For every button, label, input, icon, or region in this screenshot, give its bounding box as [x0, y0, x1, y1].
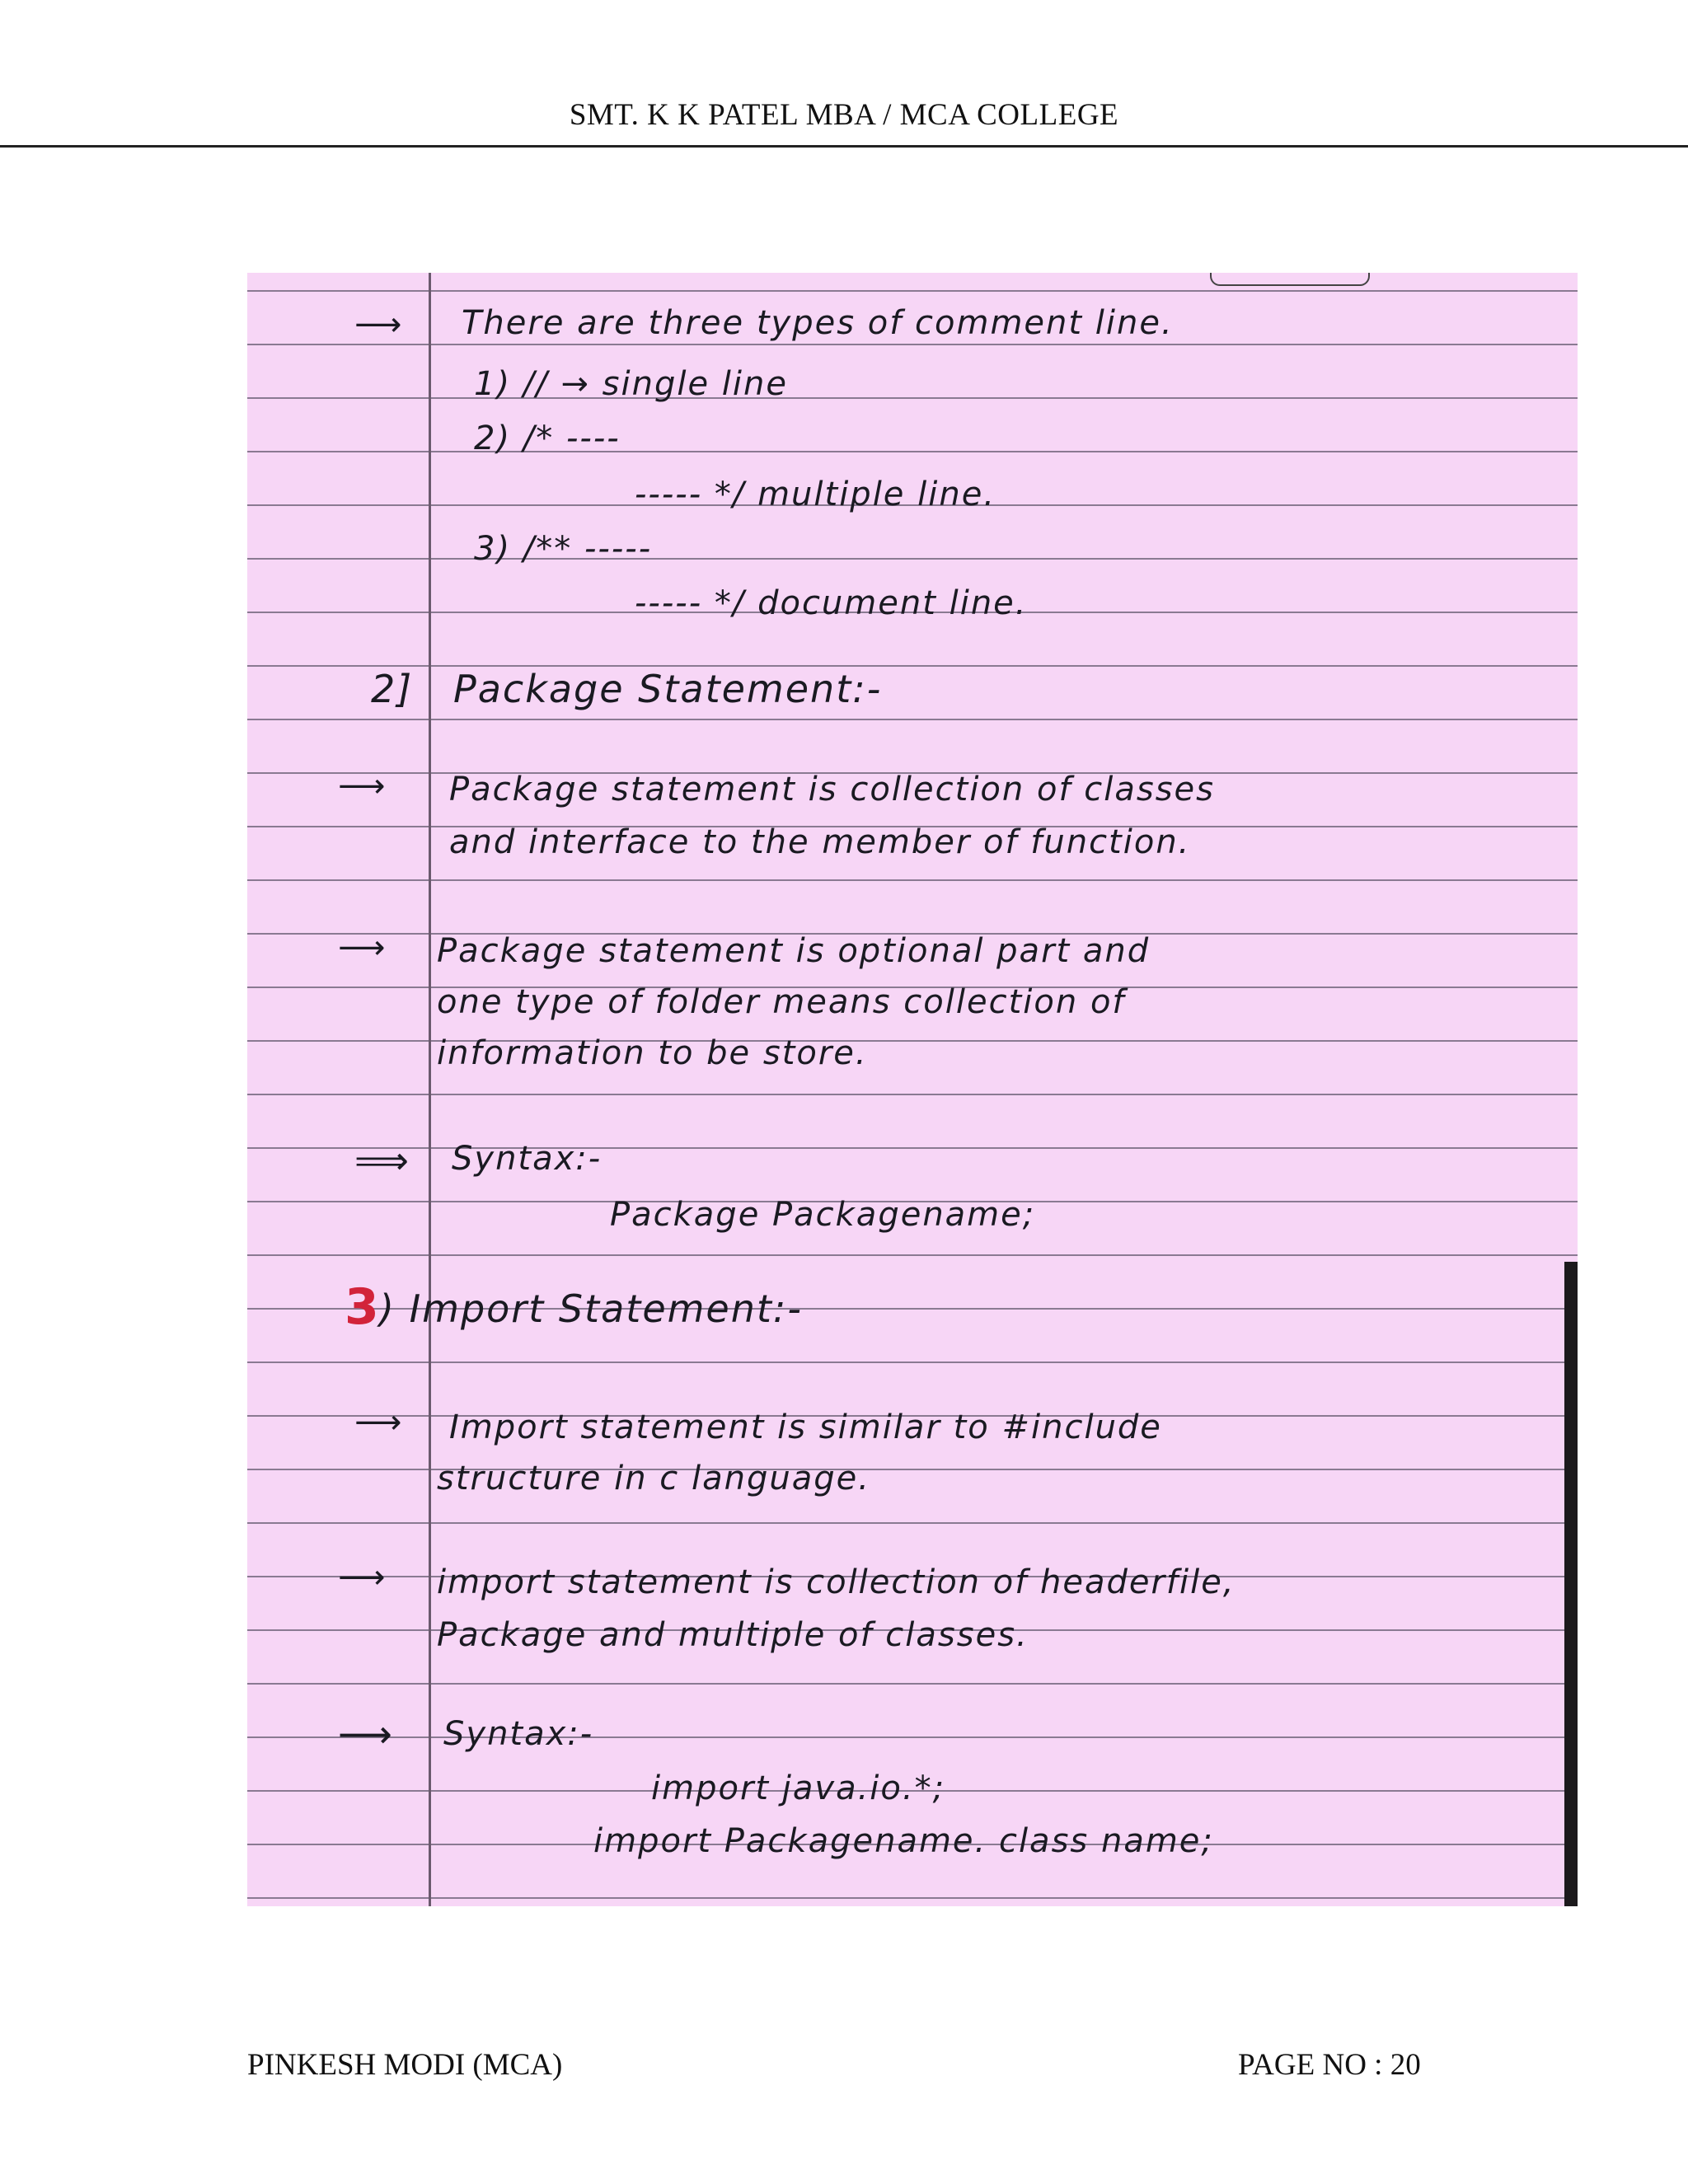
import-para-2-line-1: import statement is collection of headerfile,	[437, 1563, 1236, 1601]
import-para-1-line-1: Import statement is similar to #include	[449, 1408, 1162, 1446]
import-para-2-line-2: Package and multiple of classes.	[437, 1616, 1029, 1654]
comment-type-1: 1) // → single line	[474, 365, 788, 403]
comment-type-2-end: ----- */ multiple line.	[635, 476, 996, 513]
scan-edge-shadow	[1564, 1262, 1578, 1906]
double-arrow-icon: ⟹	[354, 1138, 409, 1183]
ruled-lines	[247, 273, 1578, 1906]
footer-page-number: PAGE NO : 20	[1238, 2048, 1421, 2082]
comment-type-3-start: 3) /** -----	[474, 530, 653, 568]
right-arrow-icon: ⟶	[338, 1558, 386, 1596]
intro-line: There are three types of comment line.	[462, 304, 1174, 342]
import-syntax-code-2: import Packagename. class name;	[593, 1822, 1214, 1860]
page-number-box	[1210, 273, 1370, 286]
package-para-1-line-1: Package statement is collection of classes	[449, 771, 1215, 808]
footer-author: PINKESH MODI (MCA)	[247, 2048, 563, 2082]
right-arrow-icon: ⟶	[354, 306, 402, 344]
comment-type-2-start: 2) /* ----	[474, 419, 621, 457]
import-para-1-line-2: structure in c language.	[437, 1460, 870, 1497]
import-heading-number: 3	[345, 1278, 379, 1336]
package-para-2-line-2: one type of folder means collection of	[437, 983, 1126, 1021]
package-para-2-line-3: information to be store.	[437, 1034, 868, 1072]
margin-line	[429, 273, 431, 1906]
import-syntax-label: Syntax:-	[443, 1715, 594, 1753]
right-arrow-icon: ⟶	[354, 1404, 402, 1441]
package-heading: Package Statement:-	[453, 667, 883, 711]
package-para-2-line-1: Package statement is optional part and	[437, 932, 1151, 970]
notebook-scan	[247, 273, 1578, 1906]
page-header-title: SMT. K K PATEL MBA / MCA COLLEGE	[569, 98, 1119, 132]
package-para-1-line-2: and interface to the member of function.	[449, 823, 1191, 861]
right-arrow-icon: ⟶	[338, 929, 386, 967]
import-syntax-code-1: import java.io.*;	[651, 1769, 946, 1807]
header-divider	[0, 145, 1688, 148]
import-heading: ) Import Statement:-	[379, 1286, 804, 1331]
right-arrow-icon: ⟶	[338, 1712, 392, 1756]
package-syntax-label: Syntax:-	[452, 1140, 603, 1178]
package-heading-number: 2]	[371, 667, 414, 711]
right-arrow-icon: ⟶	[338, 767, 386, 805]
comment-type-3-end: ----- */ document line.	[635, 584, 1028, 622]
package-syntax-code: Package Packagename;	[610, 1196, 1036, 1234]
